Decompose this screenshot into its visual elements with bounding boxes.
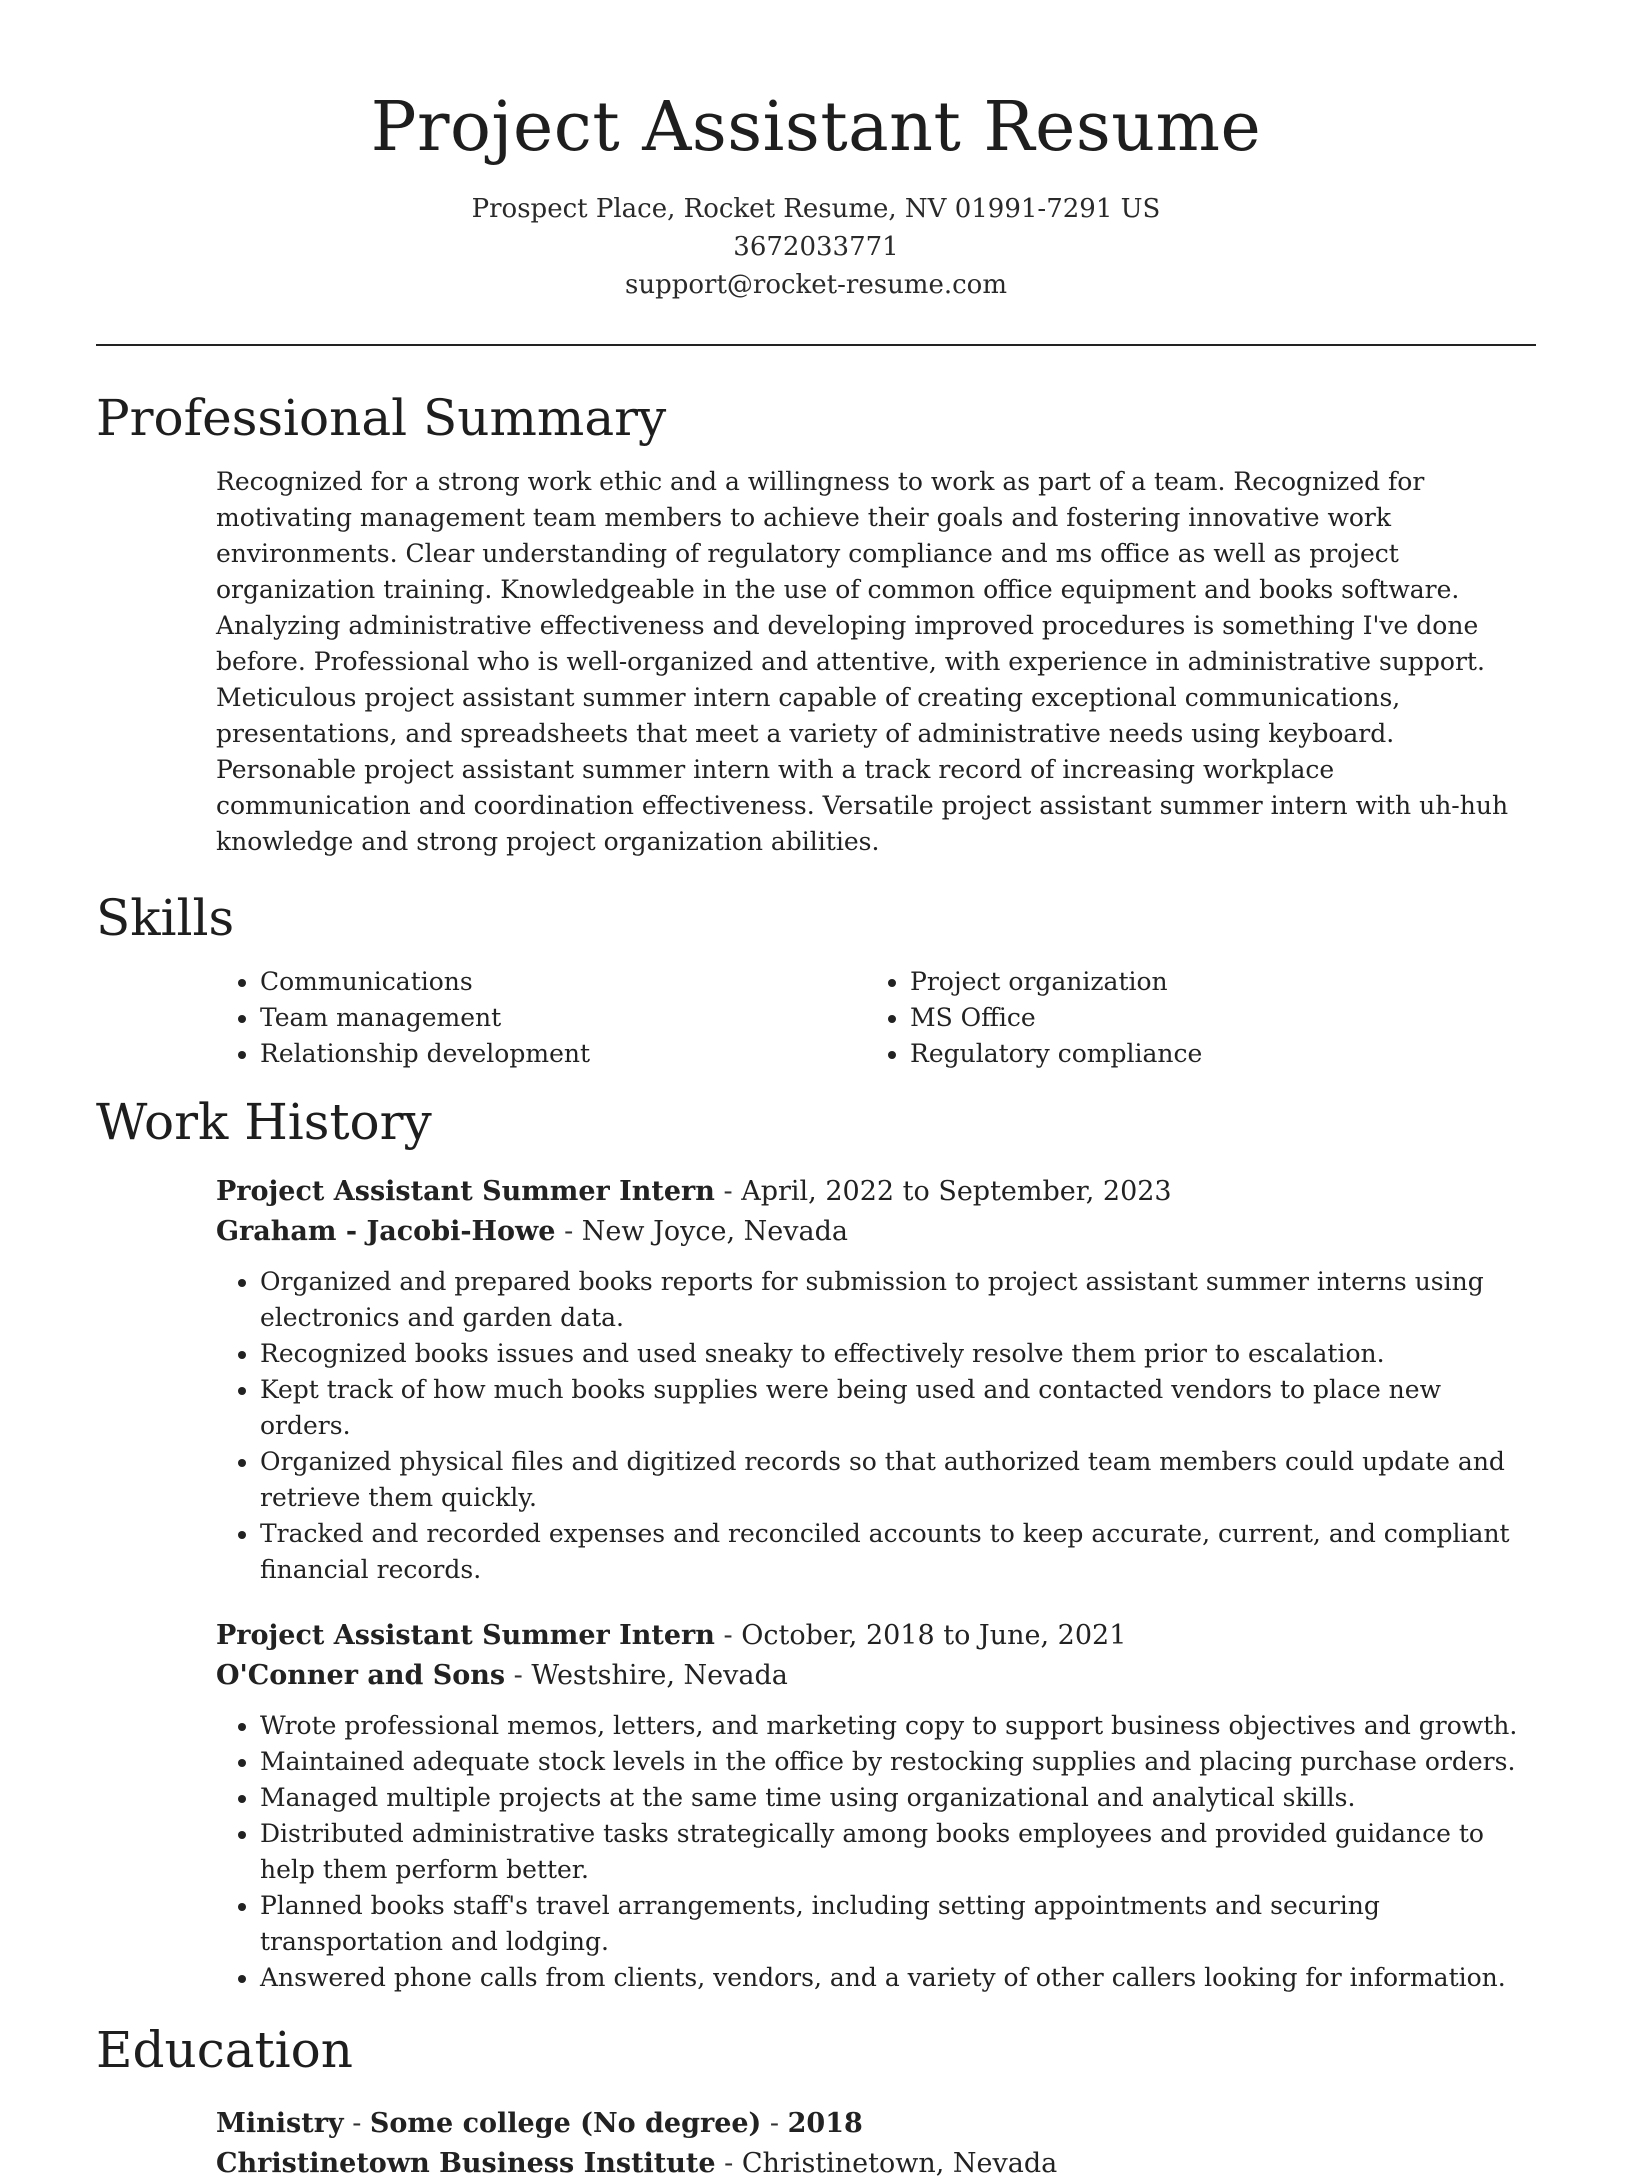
separator: - — [715, 2148, 742, 2179]
skills-heading: Skills — [96, 889, 235, 947]
education-location: Christinetown, Nevada — [741, 2148, 1058, 2179]
skills-section — [96, 886, 1536, 1072]
skill-item: • Relationship development — [260, 1036, 866, 1072]
education-year: 2018 — [787, 2108, 863, 2139]
job-company: Graham - Jacobi-Howe — [216, 1216, 556, 1247]
education-school-line — [216, 2144, 1536, 2184]
education-heading: Education — [96, 2021, 353, 2079]
job-entry — [216, 1616, 1536, 1996]
skill-item: • MS Office — [910, 1000, 1516, 1036]
header-divider — [96, 344, 1536, 346]
summary-body — [216, 464, 1536, 860]
job-bullet: • Wrote professional memos, letters, and marketing copy to support business objectives and growth. — [260, 1708, 1536, 1744]
summary-text: Recognized for a strong work ethic and a willingness to work as part of a team. Recognized for motivating management team members to achieve their goals and fostering innovative work environments. Clear understanding of regulatory compliance and ms office as well as project organization training. Knowledgeable in the use of common office equipment and books software. Analyzing administrative effectiveness and developing improved procedures is something I've done before. Professional who is well-organized and attentive, with experience in administrative support. Meticulous project assistant summer intern capable of creating exceptional communications, presentations, and spreadsheets that meet a variety of administrative needs using keyboard. Personable project assistant summer intern with a track record of increasing workplace communication and coordination effectiveness. Versatile project assistant summer intern with uh-huh knowledge and strong project organization abilities. — [216, 467, 1509, 856]
skill-item: • Regulatory compliance — [910, 1036, 1516, 1072]
summary-heading: Professional Summary — [96, 389, 667, 447]
education-field: Ministry — [216, 2108, 344, 2139]
job-dates: October, 2018 to June, 2021 — [741, 1620, 1127, 1651]
separator: - — [555, 1216, 582, 1247]
contact-phone: 3672033771 — [733, 232, 899, 262]
job-company: O'Conner and Sons — [216, 1660, 506, 1691]
job-bullet: • Organized and prepared books reports for submission to project assistant summer interns using electronics and garden data. — [260, 1264, 1536, 1336]
job-bullet: • Tracked and recorded expenses and reconciled accounts to keep accurate, current, and compliant financial records. — [260, 1516, 1536, 1588]
job-company-line — [216, 1212, 1536, 1252]
work-history-heading: Work History — [96, 1093, 432, 1151]
job-entry — [216, 1172, 1536, 1588]
skills-grid — [216, 964, 1536, 1072]
education-body — [216, 2104, 1536, 2184]
job-bullet: • Distributed administrative tasks strategically among books employees and provided guidance to help them perform better. — [260, 1816, 1536, 1888]
work-history-section — [96, 1090, 1536, 1996]
job-company-line — [216, 1656, 1536, 1696]
skills-list-left — [216, 964, 866, 1072]
education-entry — [216, 2104, 1536, 2184]
job-location: Westshire, Nevada — [531, 1660, 788, 1691]
contact-address: Prospect Place, Rocket Resume, NV 01991-7291 US — [471, 194, 1161, 224]
job-title-line — [216, 1172, 1536, 1212]
education-degree: Some college (No degree) — [369, 2108, 762, 2139]
skills-list-right — [866, 964, 1516, 1072]
skills-body — [216, 964, 1536, 1072]
job-bullets — [216, 1708, 1536, 1996]
job-location: New Joyce, Nevada — [581, 1216, 849, 1247]
education-section — [96, 2018, 1536, 2184]
job-bullet: • Organized physical files and digitized records so that authorized team members could update and retrieve them quickly. — [260, 1444, 1536, 1516]
job-bullet: • Maintained adequate stock levels in the office by restocking supplies and placing purchase orders. — [260, 1744, 1536, 1780]
separator: - — [714, 1176, 742, 1207]
job-title: Project Assistant Summer Intern — [216, 1176, 715, 1207]
skill-item: • Team management — [260, 1000, 866, 1036]
education-degree-line — [216, 2104, 1536, 2144]
summary-section — [96, 386, 1536, 860]
resume-title: Project Assistant Resume — [370, 88, 1262, 167]
resume-page — [96, 0, 1536, 2184]
separator: - — [505, 1660, 532, 1691]
separator: - — [714, 1620, 742, 1651]
work-history-body — [216, 1172, 1536, 1996]
contact-email: support@rocket-resume.com — [624, 270, 1007, 300]
job-bullet: • Planned books staff's travel arrangements, including setting appointments and securing transportation and lodging. — [260, 1888, 1536, 1960]
job-bullet: • Managed multiple projects at the same time using organizational and analytical skills. — [260, 1780, 1536, 1816]
separator: - — [761, 2108, 788, 2139]
job-bullets — [216, 1264, 1536, 1588]
contact-block — [96, 190, 1536, 304]
job-bullet: • Kept track of how much books supplies were being used and contacted vendors to place new orders. — [260, 1372, 1536, 1444]
job-title-line — [216, 1616, 1536, 1656]
resume-header — [96, 0, 1536, 304]
job-title: Project Assistant Summer Intern — [216, 1620, 715, 1651]
skill-item: • Communications — [260, 964, 866, 1000]
job-dates: April, 2022 to September, 2023 — [741, 1176, 1172, 1207]
education-school: Christinetown Business Institute — [216, 2148, 716, 2179]
job-bullet: • Recognized books issues and used sneaky to effectively resolve them prior to escalation. — [260, 1336, 1536, 1372]
separator: - — [343, 2108, 370, 2139]
job-bullet: • Answered phone calls from clients, vendors, and a variety of other callers looking for information. — [260, 1960, 1536, 1996]
skill-item: • Project organization — [910, 964, 1516, 1000]
